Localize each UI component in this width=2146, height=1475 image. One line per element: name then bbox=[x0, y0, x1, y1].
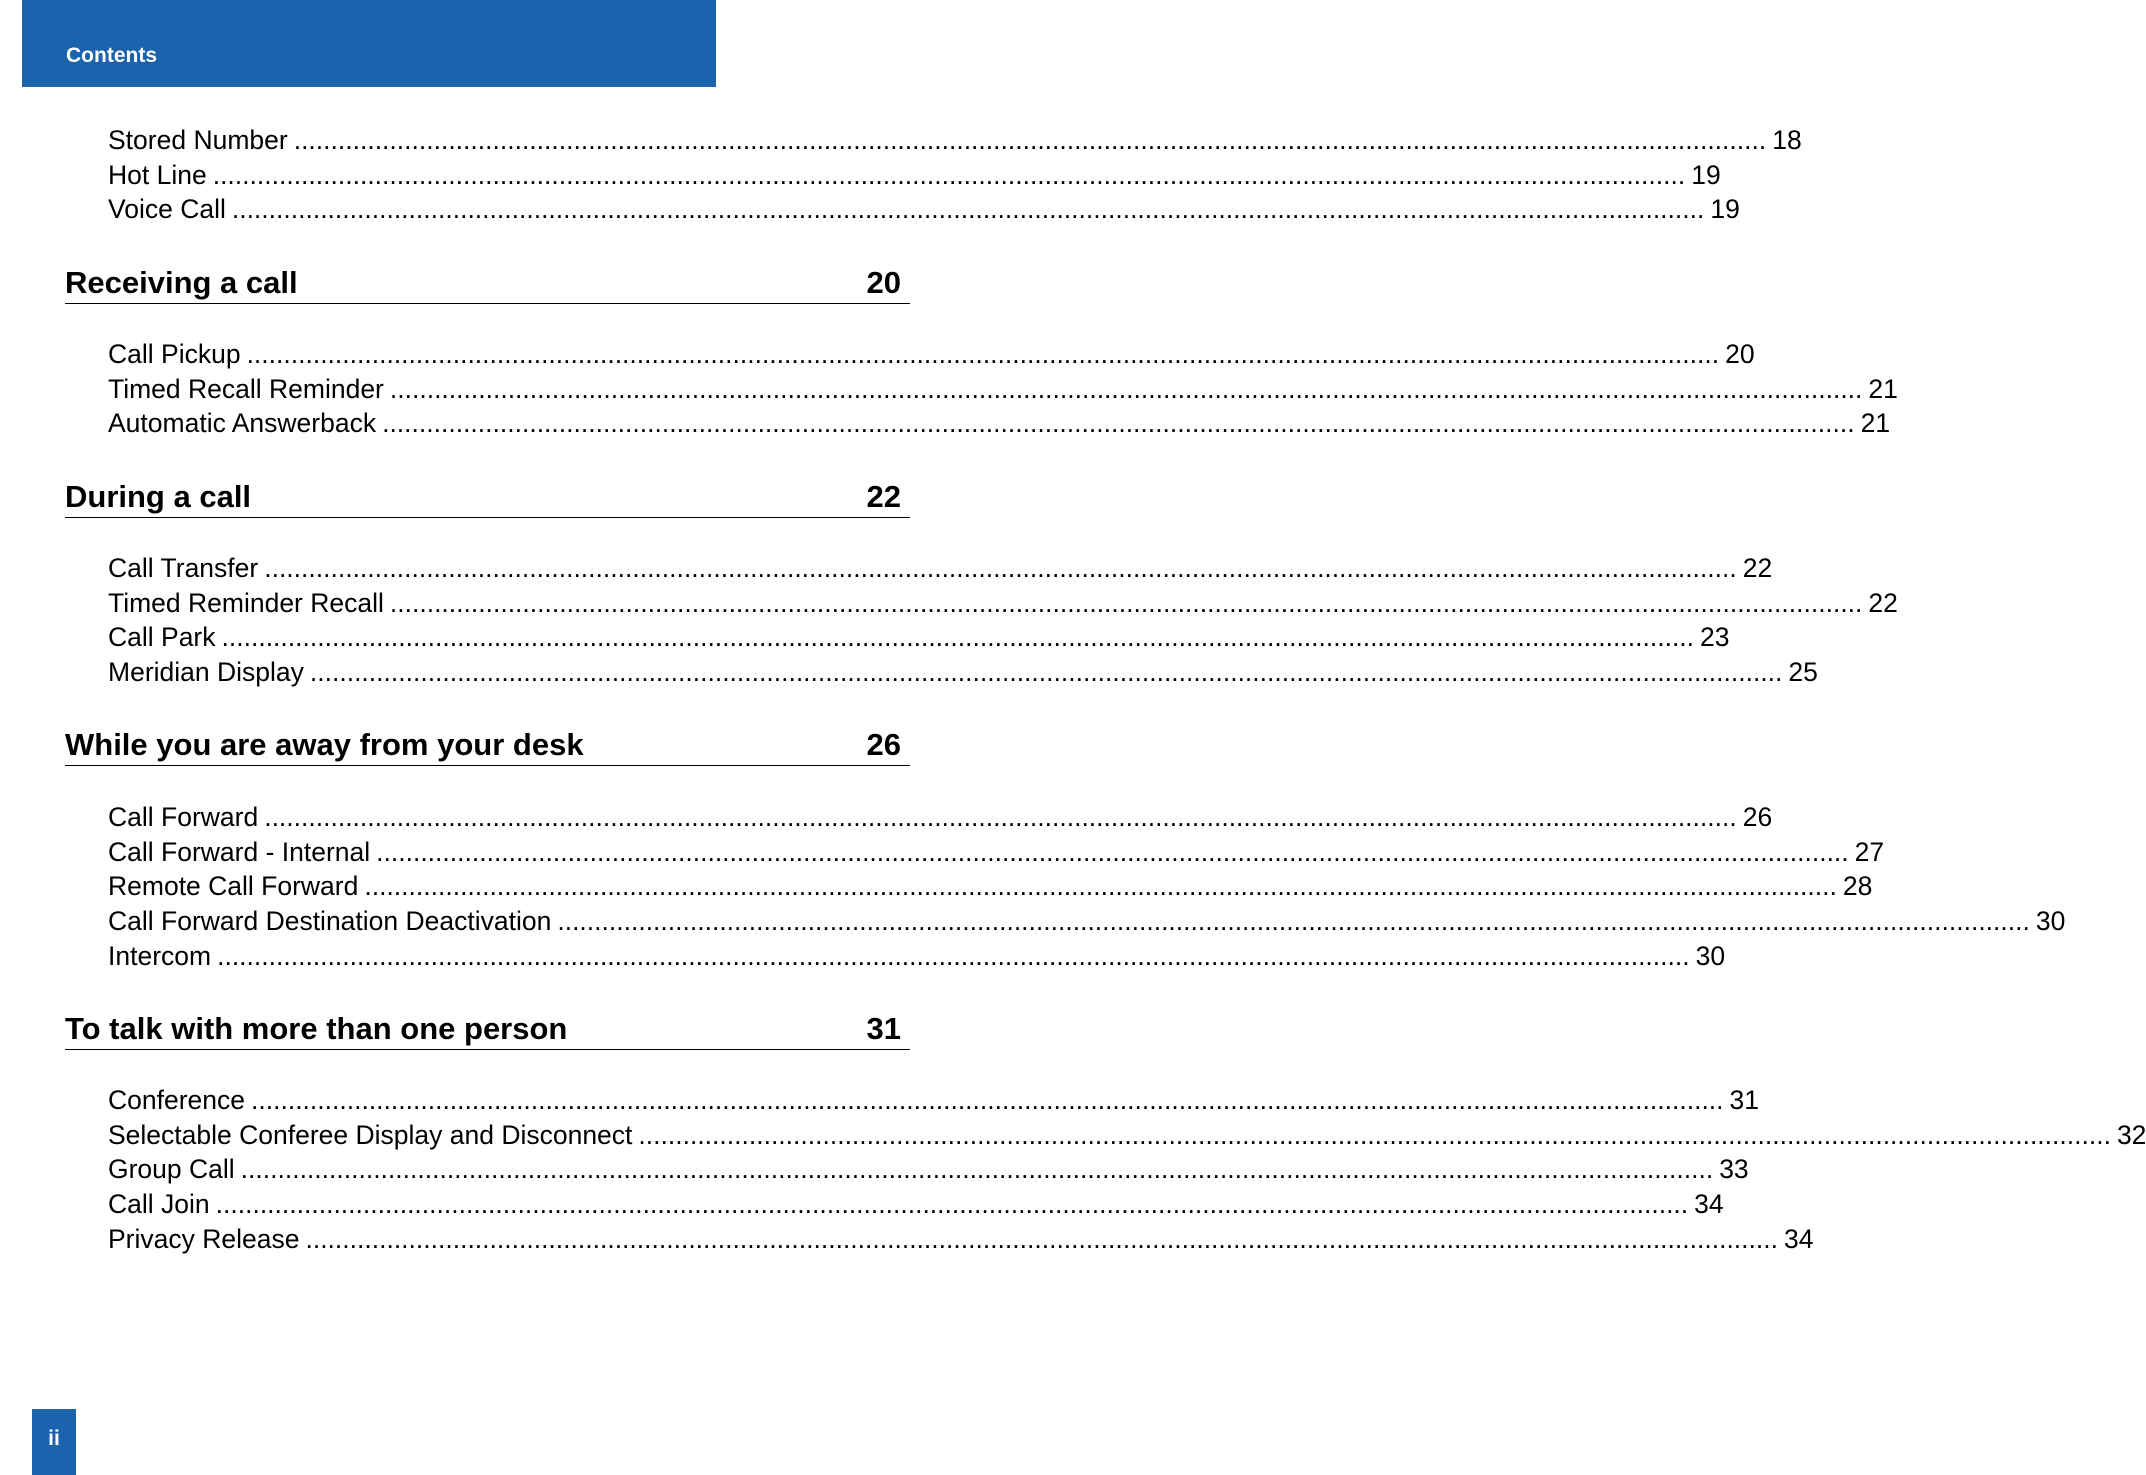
toc-entry[interactable] bbox=[108, 1222, 1814, 1257]
section-title: Receiving a call bbox=[65, 265, 298, 300]
toc-entry-label: Stored Number bbox=[108, 125, 288, 155]
toc-entry-page: 27 bbox=[1854, 836, 1885, 867]
section-entries-away bbox=[108, 800, 2066, 973]
toc-entry[interactable] bbox=[108, 337, 1755, 372]
toc-entry[interactable] bbox=[108, 904, 2066, 939]
toc-entry-label: Group Call bbox=[108, 1154, 235, 1185]
toc-entry-page: 22 bbox=[1742, 553, 1773, 583]
toc-entry-label: Voice Call bbox=[108, 194, 226, 225]
dot-leader: ........................................................................................................................................................................................................ bbox=[264, 802, 1737, 832]
toc-entry-page: 33 bbox=[1719, 1154, 1749, 1185]
dot-leader: ........................................................................................................................................................................................................ bbox=[305, 1223, 1778, 1254]
toc-entry-label: Call Forward Destination Deactivation bbox=[108, 906, 552, 937]
section-page: 20 bbox=[866, 265, 901, 300]
toc-entry-page: 19 bbox=[1691, 159, 1721, 190]
section-title: During a call bbox=[65, 479, 252, 514]
section-heading-during[interactable] bbox=[65, 480, 910, 518]
section-page: 22 bbox=[866, 479, 901, 514]
section-heading-away[interactable] bbox=[65, 728, 910, 766]
toc-entry-page: 28 bbox=[1842, 871, 1873, 902]
section-title: While you are away from your desk bbox=[65, 727, 584, 762]
toc-entry[interactable] bbox=[108, 192, 1740, 227]
toc-entry-page: 22 bbox=[1868, 587, 1898, 618]
dot-leader: ........................................................................................................................................................................................................ bbox=[293, 125, 1767, 155]
toc-entry-label: Timed Reminder Recall bbox=[108, 587, 384, 618]
dot-leader: ........................................................................................................................................................................................................ bbox=[215, 1189, 1689, 1220]
toc-entry-label: Selectable Conferee Display and Disconnect bbox=[108, 1119, 633, 1150]
toc-entry-page: 19 bbox=[1710, 194, 1740, 225]
toc-entry[interactable] bbox=[108, 869, 1873, 904]
toc-entry-page: 32 bbox=[2116, 1119, 2146, 1150]
toc-entry-label: Conference bbox=[108, 1085, 246, 1115]
toc-entry[interactable] bbox=[108, 1118, 2146, 1153]
dot-leader: ........................................................................................................................................................................................................ bbox=[364, 871, 1837, 902]
toc-entry-page: 31 bbox=[1729, 1085, 1760, 1115]
page-number: ii bbox=[48, 1427, 60, 1450]
section-entries-receiving bbox=[108, 337, 1898, 441]
toc-entry-label: Call Forward bbox=[108, 802, 259, 832]
toc-entry-page: 21 bbox=[1860, 408, 1891, 439]
toc-entry-page: 23 bbox=[1700, 622, 1730, 653]
dot-leader: ........................................................................................................................................................................................................ bbox=[389, 373, 1863, 404]
section-page: 26 bbox=[866, 727, 901, 762]
toc-entry-label: Automatic Answerback bbox=[108, 408, 377, 439]
toc-entry-label: Call Pickup bbox=[108, 339, 241, 369]
toc-entry-label: Call Join bbox=[108, 1189, 210, 1220]
dot-leader: ........................................................................................................................................................................................................ bbox=[221, 622, 1695, 653]
section-heading-receiving[interactable] bbox=[65, 266, 910, 304]
toc-entry[interactable] bbox=[108, 1187, 1724, 1222]
section-title: To talk with more than one person bbox=[65, 1011, 568, 1046]
dot-leader: ........................................................................................................................................................................................................ bbox=[638, 1119, 2111, 1150]
toc-entry[interactable] bbox=[108, 620, 1730, 655]
toc-entry-page: 34 bbox=[1694, 1189, 1724, 1220]
dot-leader: ........................................................................................................................................................................................................ bbox=[389, 587, 1863, 618]
toc-entry-label: Meridian Display bbox=[108, 657, 304, 688]
toc-entry-label: Call Forward - Internal bbox=[108, 836, 371, 867]
section-heading-conference[interactable] bbox=[65, 1012, 910, 1050]
toc-entry[interactable] bbox=[108, 835, 1885, 870]
toc-entry[interactable] bbox=[108, 939, 1726, 974]
toc-entry[interactable] bbox=[108, 586, 1898, 621]
dot-leader: ........................................................................................................................................................................................................ bbox=[264, 553, 1737, 583]
toc-entry[interactable] bbox=[108, 1152, 1749, 1187]
toc-entry-page: 20 bbox=[1725, 339, 1755, 369]
dot-leader: ........................................................................................................................................................................................................ bbox=[251, 1085, 1724, 1115]
dot-leader: ........................................................................................................................................................................................................ bbox=[246, 339, 1720, 369]
toc-entry-label: Hot Line bbox=[108, 159, 207, 190]
toc-entry-label: Call Transfer bbox=[108, 553, 259, 583]
toc-entry[interactable] bbox=[108, 551, 1773, 586]
dot-leader: ........................................................................................................................................................................................................ bbox=[309, 657, 1783, 688]
toc-entry[interactable] bbox=[108, 123, 1802, 158]
toc-entry-page: 21 bbox=[1868, 373, 1898, 404]
toc-entry-page: 25 bbox=[1788, 657, 1818, 688]
dot-leader: ........................................................................................................................................................................................................ bbox=[212, 159, 1686, 190]
dot-leader: ........................................................................................................................................................................................................ bbox=[231, 194, 1705, 225]
dot-leader: ........................................................................................................................................................................................................ bbox=[240, 1154, 1714, 1185]
toc-entry[interactable] bbox=[108, 655, 1818, 690]
toc-entry-label: Timed Recall Reminder bbox=[108, 373, 384, 404]
toc-entry[interactable] bbox=[108, 158, 1721, 193]
intro-entries bbox=[108, 123, 1802, 227]
dot-leader: ........................................................................................................................................................................................................ bbox=[217, 940, 1690, 971]
page-title: Contents bbox=[66, 44, 157, 67]
toc-entry-page: 30 bbox=[1695, 940, 1726, 971]
header-bar bbox=[22, 0, 716, 87]
toc-entry-page: 26 bbox=[1742, 802, 1773, 832]
dot-leader: ........................................................................................................................................................................................................ bbox=[382, 408, 1855, 439]
toc-entry[interactable] bbox=[108, 800, 1773, 835]
toc-entry-page: 30 bbox=[2035, 906, 2066, 937]
dot-leader: ........................................................................................................................................................................................................ bbox=[376, 836, 1849, 867]
toc-entry-page: 18 bbox=[1772, 125, 1802, 155]
toc-entry[interactable] bbox=[108, 372, 1898, 407]
section-page: 31 bbox=[866, 1011, 901, 1046]
toc-entry[interactable] bbox=[108, 406, 1891, 441]
toc-entry-label: Remote Call Forward bbox=[108, 871, 359, 902]
section-entries-conference bbox=[108, 1083, 2146, 1256]
page-number-tab bbox=[32, 1409, 76, 1475]
toc-entry-label: Intercom bbox=[108, 940, 212, 971]
toc-entry-label: Call Park bbox=[108, 622, 216, 653]
dot-leader: ........................................................................................................................................................................................................ bbox=[557, 906, 2030, 937]
toc-entry[interactable] bbox=[108, 1083, 1760, 1118]
toc-entry-page: 34 bbox=[1783, 1223, 1814, 1254]
toc-entry-label: Privacy Release bbox=[108, 1223, 300, 1254]
section-entries-during bbox=[108, 551, 1898, 690]
